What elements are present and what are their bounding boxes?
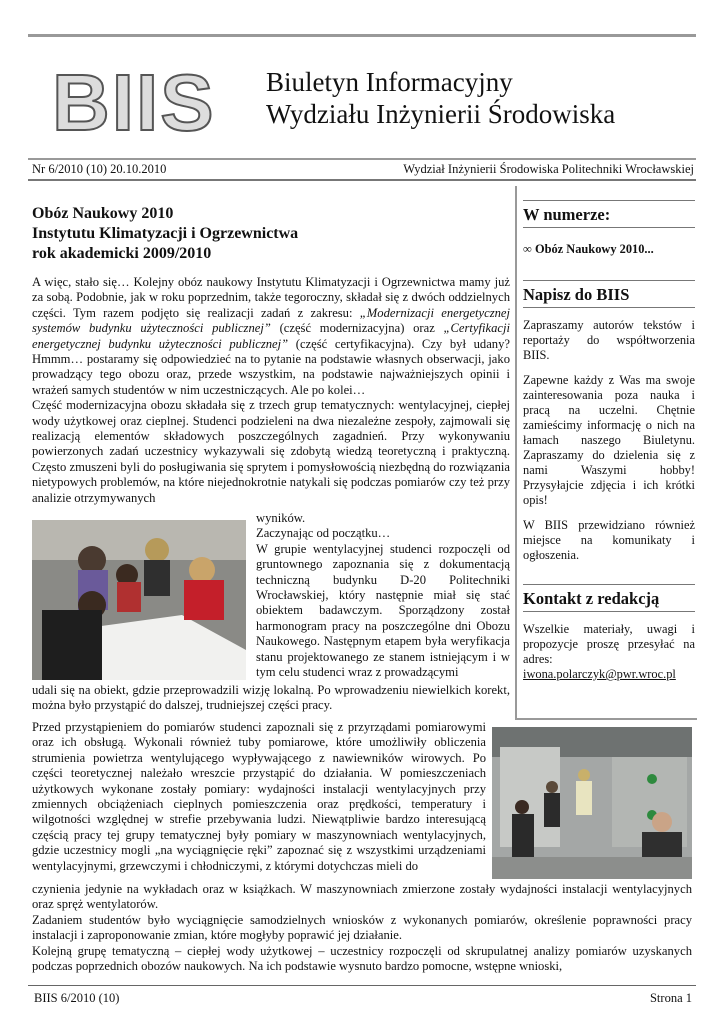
intro-italic-2: „Certyfikacji energetycznej budynku użyteczności publicznej” xyxy=(32,321,510,351)
paragraph-hot-water: Kolejną grupę tematyczną – ciepłej wody użytkowej – uczestnicy rozpoczęli od skrupulatnej analizy pomiarów uzyskanych podczas poprzednich obozów naukowych. Na ich podstawie wysnuto bardzo pomocne, wstępne wnioski, xyxy=(32,943,692,974)
write-p1: Zapraszamy autorów tekstów i reportaży do współtworzenia BIIS. xyxy=(523,318,695,362)
contact-section xyxy=(523,584,695,682)
top-rule xyxy=(28,34,696,37)
article-header xyxy=(32,196,510,264)
masthead-title-line1: Biuletyn Informacyjny xyxy=(266,67,513,97)
in-this-issue-heading: W numerze: xyxy=(523,200,695,228)
write-to-biis-heading: Napisz do BIIS xyxy=(523,280,695,308)
paragraph-groups: Część modernizacyjna obozu składała się z trzech grup tematycznych: wentylacyjnej, ciepłej wody użytkowej oraz cieplnej. Studenci podzieleni na dwa niezależne zespoły, zajmowali się realizacją elementów składowych poszczególnych zagadnień. Przy wykonywaniu powierzonych zadań uczestnicy wykazywali się zdobytą wiedzą teoretyczną i praktyczną. Często zmuszeni byli do posługiwania się sprytem i pomysłowością niezbędną do rozwiązania nietypowych problemów, na które niejednokrotnie natykali się podczas pomiarów czy też przy analizie otrzymywanych xyxy=(32,398,510,505)
faculty-name: Wydział Inżynierii Środowiska Politechniki Wrocławskiej xyxy=(403,162,694,176)
paragraph-ventilation-tail: udali się na obiekt, gdzie przeprowadzili wizję lokalną. Po wprowadzeniu niewielkich korekt, można było przystąpić do dalszej, trudniejszej części pracy. xyxy=(32,683,510,713)
article-wrap-right xyxy=(256,511,510,680)
article-title-line2: Instytutu Klimatyzacji i Ogrzewnictwa xyxy=(32,225,299,242)
svg-text:BIIS: BIIS xyxy=(52,60,216,140)
write-to-biis-section xyxy=(523,280,695,563)
issue-number: Nr 6/2010 (10) 20.10.2010 xyxy=(32,162,167,176)
photo-students-plan xyxy=(32,520,246,680)
in-this-issue-item[interactable] xyxy=(523,242,695,257)
intro-italic-1: „Modernizacji energetycznej systemów budynku użyteczności publicznej” xyxy=(32,305,510,336)
masthead-title xyxy=(266,66,615,130)
article-title xyxy=(32,204,510,264)
intro-text-b: (część modernizacyjna) oraz xyxy=(270,321,444,336)
article-wrap-tail xyxy=(32,683,510,714)
masthead-title-line2: Wydziału Inżynierii Środowiska xyxy=(266,99,616,129)
footer-page-number: Strona 1 xyxy=(649,991,692,1005)
contact-body xyxy=(523,622,695,682)
write-p3: W BIIS przewidziano również miejsce na komunikaty i ogłoszenia. xyxy=(523,518,695,562)
article-intro xyxy=(32,275,510,506)
article-conclusion xyxy=(32,882,692,974)
photo-machine-room xyxy=(492,727,692,879)
article-measurements xyxy=(32,720,486,874)
intro-text-a: A więc, stało się… Kolejny obóz naukowy Instytutu Klimatyzacji i Ogrzewnictwa mamy już za sobą. Podobnie, jak w roku poprzednim, także tegoroczny, składał się z dwóch oddzielnych części. Tym razem podjęto się realizacji zadań z zakresu: xyxy=(32,275,510,320)
results-end: wyników. xyxy=(256,511,306,525)
paragraph-start: Zaczynając od początku… xyxy=(256,526,391,541)
sidebar xyxy=(515,186,697,720)
write-to-biis-body xyxy=(523,318,695,563)
contact-email-link[interactable]: iwona.polarczyk@pwr.wroc.pl xyxy=(523,667,676,681)
article-title-line1: Obóz Naukowy 2010 xyxy=(32,205,174,222)
contact-heading: Kontakt z redakcją xyxy=(523,584,695,612)
paragraph-measurements-tail: czynienia jedynie na wykładach oraz w książkach. W maszynowniach zmierzone zostały wydajności instalacji wentylacyjnych oraz spręż wentylatorów. xyxy=(32,882,692,912)
header-rule-bottom xyxy=(28,179,696,181)
paragraph-conclusions: Zadaniem studentów było wyciągnięcie samodzielnych wniosków z wykonanych pomiarów, określenie poprawności pracy instalacji i zaproponowanie zmian, które mogłyby poprawić jej działanie. xyxy=(32,912,692,943)
article-title-line3: rok akademicki 2009/2010 xyxy=(32,245,212,262)
paragraph-intro xyxy=(32,275,510,398)
intro-text-c: (część certyfikacyjna). Czy był udany? Hmmm… postaramy się odpowiedzieć na to pytanie na podstawie własnych obserwacji, jako prowadzący tego obozu oraz, przede wszystkim, na podstawie najważniejszych opinii i wrażeń samych studentów w nim uczestniczących. Ale po kolei… xyxy=(32,336,510,397)
header-rule-top xyxy=(28,158,696,160)
footer-rule xyxy=(28,985,696,986)
infinity-icon: ∞ xyxy=(523,242,532,256)
biis-logo xyxy=(48,60,248,140)
footer-issue: BIIS 6/2010 (10) xyxy=(34,991,120,1005)
contact-text: Wszelkie materiały, uwagi i propozycje proszę przesyłać na adres: xyxy=(523,622,695,666)
in-this-issue-link[interactable]: Obóz Naukowy 2010... xyxy=(534,242,654,256)
paragraph-measurements: Przed przystąpieniem do pomiarów studenci zapoznali się z przyrządami pomiarowymi oraz ich obsługą. Wykonali również tuby pomiarowe, które umożliwiły obliczenia strumienia powietrza wentylującego wypływającego z nawiewników wirowych. Po części teoretycznej należało wreszcie przystąpić do działania. W pomieszczeniach użytkowych wykonane zostały pomiary: wydajności instalacji wentylacyjnych przy zmiennych obciążeniach cieplnych pomieszczenia oraz prędkości, temperatury i wilgotności względnej w strefie przebywania ludzi. Niewątpliwie bardzo interesującą częścią pracy tej grupy tematycznej były pomiary w maszynowniach wentylacyjnych, gdzie uczestnicy mogli „na wyciągnięcie ręki” zapoznać się z wszystkimi urządzeniami wentylacyjnymi, grzewczymi i chłodniczymi, z którymi dotychczas mieli do xyxy=(32,720,486,873)
in-this-issue-section xyxy=(523,200,695,257)
paragraph-ventilation: W grupie wentylacyjnej studenci rozpoczęli od gruntownego zapoznania się z dokumentacją techniczną budynku D-20 Politechniki Wrocławskiej, który następnie miał się stać obiektem badawczym. Sporządzony został harmonogram pracy na poszczególne dni Obozu Naukowego. Następnym etapem była weryfikacja stanu projektowanego ze stanem istniejącym i w tym celu studenci wraz z prowadzącymi xyxy=(256,541,510,680)
write-p2: Zapewne każdy z Was ma swoje zainteresowania poza nauka i pracą na uczelni. Chętnie zamieścimy informację o nich na łamach naszego Biuletynu. Zapraszamy do dzielenia się z nami Waszymi hobby! Przysyłajcie zdjęcia i ich krótki opis! xyxy=(523,373,695,507)
